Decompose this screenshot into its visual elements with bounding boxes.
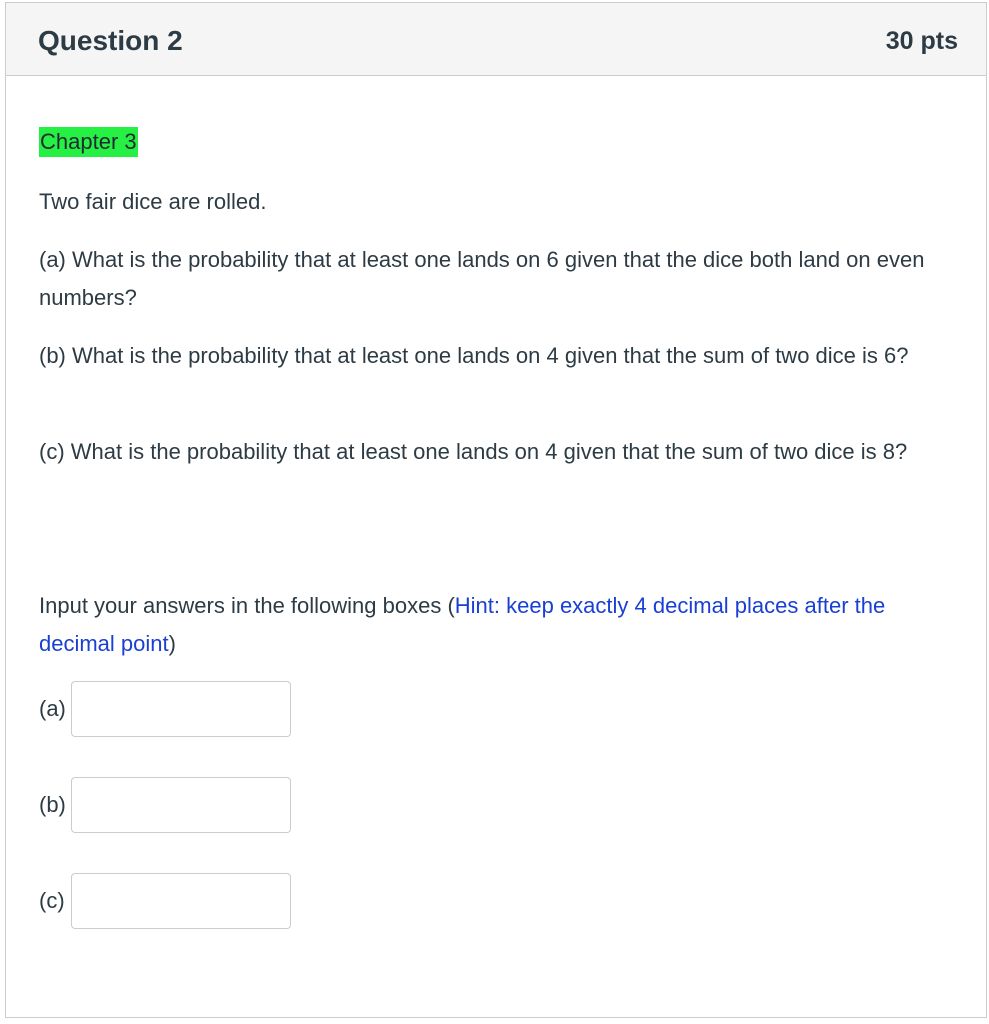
answer-label-b: (b) — [39, 792, 66, 817]
instruction-prefix: Input your answers in the following boxes ( — [39, 593, 455, 618]
question-card — [5, 2, 987, 1018]
chapter-highlight: Chapter 3 — [39, 127, 138, 157]
instruction-hint: Hint: keep exactly 4 decimal places after the decimal point — [39, 593, 886, 656]
question-title: Question 2 — [38, 25, 183, 56]
question-points: 30 pts — [885, 27, 958, 55]
answer-label-c: (c) — [39, 888, 65, 913]
question-intro: Two fair dice are rolled. — [39, 189, 267, 214]
answer-input-b[interactable] — [71, 777, 291, 833]
answer-input-c[interactable] — [71, 873, 291, 929]
answer-row-a — [39, 681, 291, 737]
answer-label-a: (a) — [39, 696, 66, 721]
answer-row-c — [39, 873, 291, 929]
question-part-b: (b) What is the probability that at least one lands on 4 given that the sum of two dice is 6? — [39, 343, 909, 368]
question-part-a: (a) What is the probability that at least one lands on 6 given that the dice both land on even numbers? — [39, 247, 925, 310]
answer-instruction — [39, 587, 939, 663]
question-header — [6, 3, 986, 76]
answer-input-a[interactable] — [71, 681, 291, 737]
answer-row-b — [39, 777, 291, 833]
question-part-c: (c) What is the probability that at least one lands on 4 given that the sum of two dice is 8? — [39, 439, 908, 464]
instruction-suffix: ) — [168, 631, 176, 656]
